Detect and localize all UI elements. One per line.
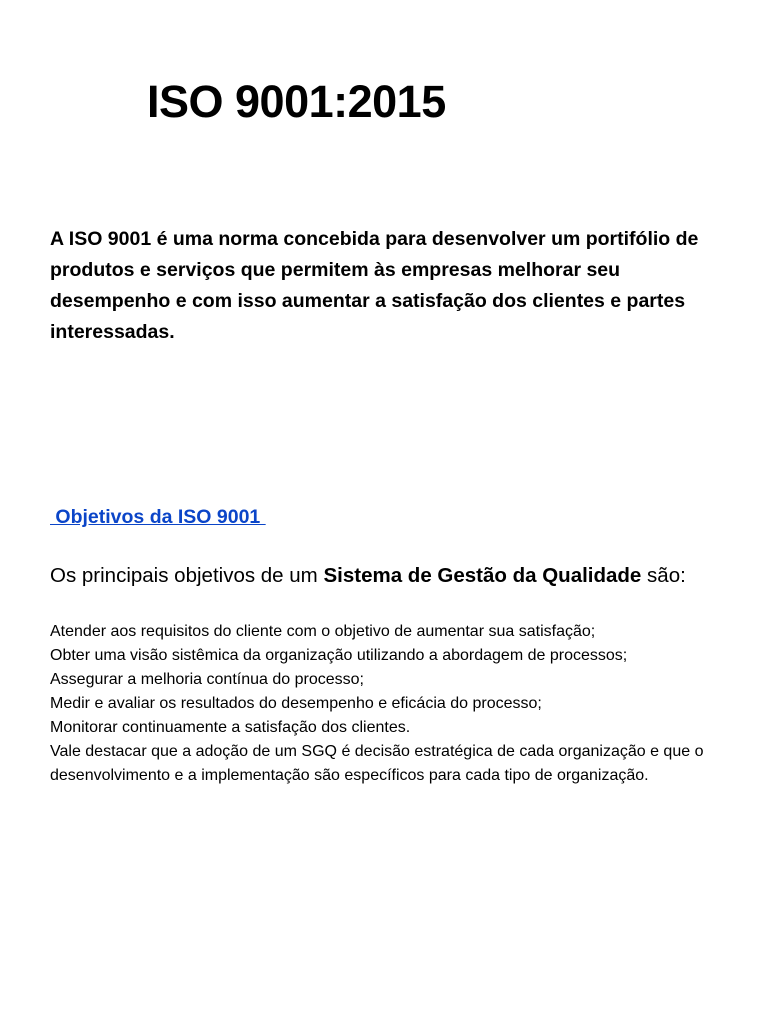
closing-paragraph: Vale destacar que a adoção de um SGQ é decisão estratégica de cada organização e que o desenvolvimento e a implementação são específicos para cada tipo de organização.: [50, 743, 704, 784]
list-item: Medir e avaliar os resultados do desempenho e eficácia do processo;: [50, 695, 542, 712]
list-item: Obter uma visão sistêmica da organização utilizando a abordagem de processos;: [50, 647, 628, 664]
intro-paragraph: A ISO 9001 é uma norma concebida para desenvolver um portifólio de produtos e serviços que permitem às empresas melhorar seu desempenho e com isso aumentar a satisfação dos clientes e partes interessadas.: [50, 228, 699, 343]
objectives-section-link[interactable]: Objetivos da ISO 9001: [50, 506, 266, 528]
objectives-intro-prefix: Os principais objetivos de um: [50, 564, 324, 587]
page-title: [147, 72, 454, 138]
objectives-list: [50, 620, 740, 740]
objectives-intro: [50, 562, 730, 590]
objectives-intro-bold: Sistema de Gestão da Qualidade: [323, 564, 642, 587]
list-item: Assegurar a melhoria contínua do processo;: [50, 671, 364, 688]
list-item: Atender aos requisitos do cliente com o objetivo de aumentar sua satisfação;: [50, 623, 596, 640]
title-text: ISO 9001:2015: [147, 76, 446, 127]
list-item: Monitorar continuamente a satisfação dos clientes.: [50, 719, 411, 736]
objectives-intro-suffix: são:: [641, 564, 686, 587]
